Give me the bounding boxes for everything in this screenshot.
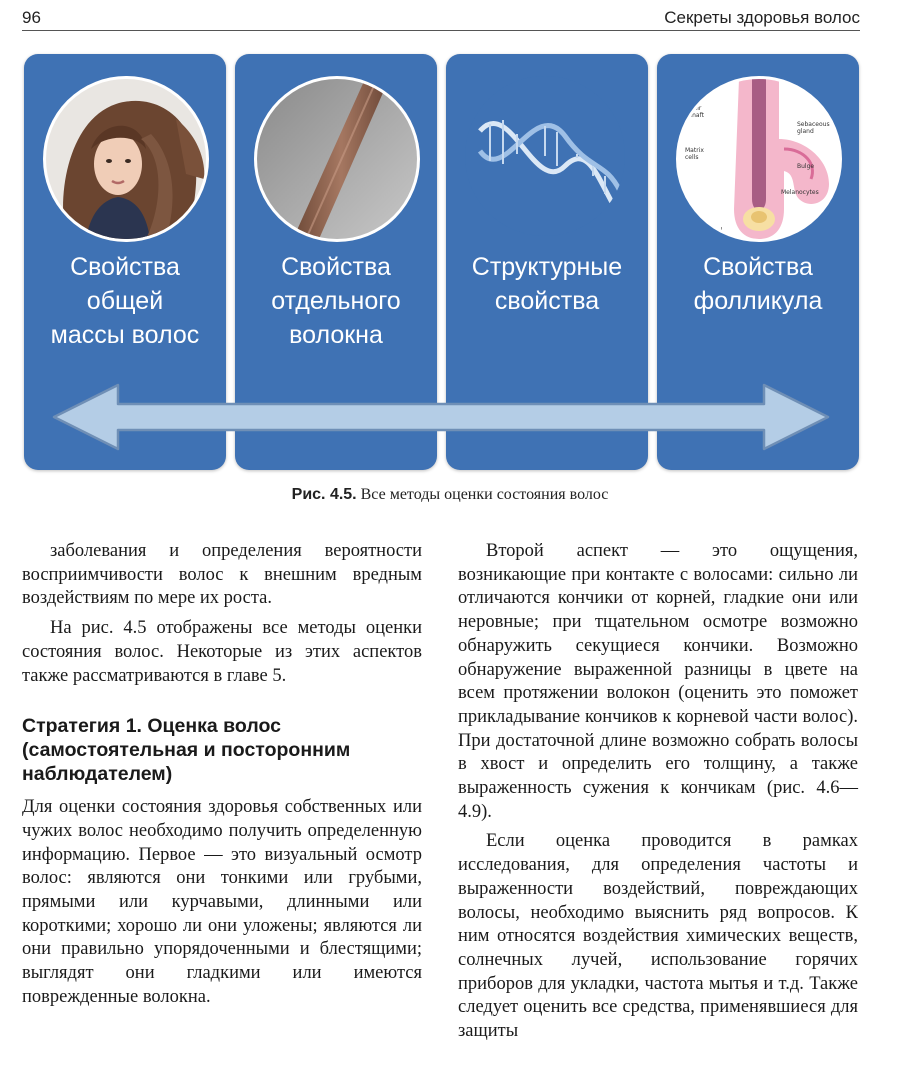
figure-4-5 <box>24 54 858 474</box>
diagram-label: Bulge <box>797 163 815 170</box>
running-title: Секреты здоровья волос <box>664 8 860 27</box>
diagram-label: Melanocytes <box>781 189 819 196</box>
left-column <box>22 540 422 1010</box>
panel-label: Структурные свойства <box>471 253 623 315</box>
panel-fiber-properties <box>235 54 437 470</box>
paragraph: На рис. 4.5 отображены все методы оценки состояния волос. Некоторые из этих аспектов также рассматриваются в главе 5. <box>22 618 422 686</box>
panel-label: Свойства отдельного волокна <box>271 253 401 349</box>
paragraph: Второй аспект — это ощущения, возникающие при контакте с волосами: сильно ли отличаются кончики от корней, гладкие они или неровные; при тщательном осмотре возможно обнаружить секущиеся кончики. Возможно обнаружение выраженной разницы в цвете на всем протяжении волокон (оценить это поможет прикладывание кончиков к корневой части волос). При достаточной длине возможно собрать волосы в хвост и определить его толщину, а также выраженность сужения к кончикам (рис. 4.6—4.9). <box>458 541 858 822</box>
page-number: 96 <box>22 8 41 27</box>
paragraph: заболевания и определения вероятности восприимчивости волос к внешним вредным воздействиям по мере их роста. <box>22 541 422 609</box>
panel-label: Свойства фолликула <box>693 253 823 315</box>
diagram-label: Sebaceous gland <box>797 121 830 135</box>
panel-mass-properties <box>24 54 226 470</box>
figure-caption <box>0 486 900 504</box>
follicle-diagram <box>676 76 842 242</box>
panel-label: Свойства общей массы волос <box>50 253 200 349</box>
caption-label: Рис. 4.5. <box>291 486 357 503</box>
diagram-label: Hair shaft <box>689 105 704 119</box>
paragraph: Если оценка проводится в рамках исследования, для определения частоты и выраженности воздействий, повреждающих волосы, необходимо выяснить ряд вопросов. К ним относятся воздействия химических веществ, солнечных лучей, использование горячих приборов для укладки, частота мытья и т.д. Также следует оценить все средства, применявшиеся для защиты <box>458 831 858 1042</box>
diagram-label: nal <box>713 227 723 234</box>
caption-text: Все методы оценки состояния волос <box>356 486 609 503</box>
dna-helix-icon <box>465 76 625 236</box>
section-heading: Стратегия 1. Оценка волос (самостоятельная и посторонним наблюдателем) <box>22 715 351 786</box>
panel-structural-properties <box>446 54 648 470</box>
diagram-label: Matrix cells <box>685 147 704 161</box>
hair-fiber-image <box>254 76 420 242</box>
paragraph: Для оценки состояния здоровья собственных или чужих волос необходимо получить определенную информацию. Первое — это визуальный осмотр волос: являются они тонкими или грубыми, прямыми или курчавыми, длинными или короткими; хорошо ли они уложены; являются ли они правильно упорядоченными и блестящими; выглядят они гладкими или имеются поврежденные волокна. <box>22 797 422 1007</box>
right-column <box>458 540 858 1044</box>
panel-follicle-properties <box>657 54 859 470</box>
page-header <box>22 6 860 32</box>
header-divider <box>22 30 860 31</box>
woman-photo <box>43 76 209 242</box>
